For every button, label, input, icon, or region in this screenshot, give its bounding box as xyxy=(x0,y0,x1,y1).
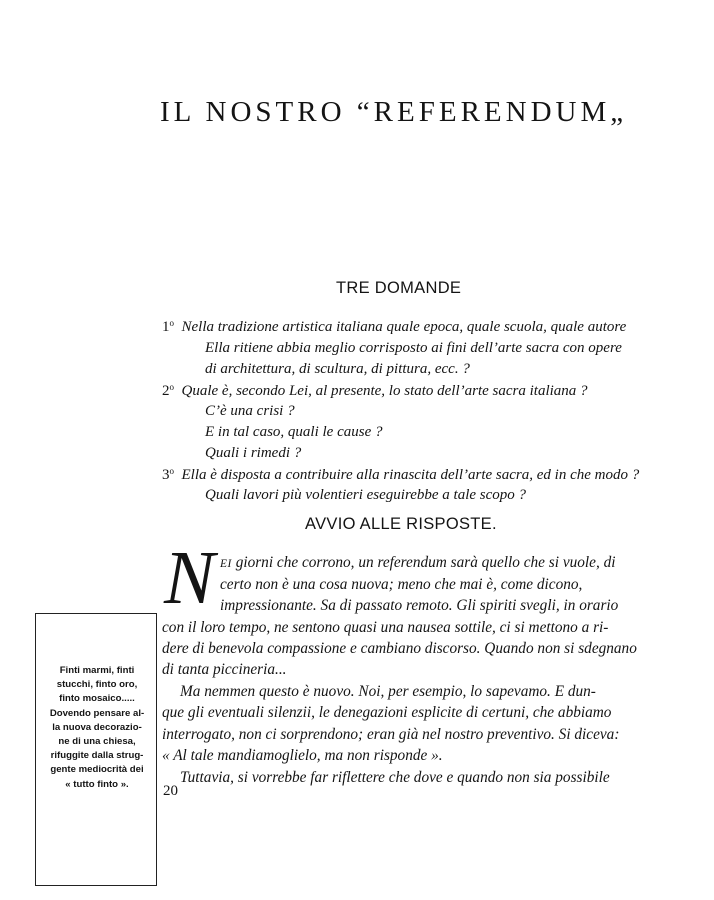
question-1-line-1 xyxy=(162,318,626,336)
question-2-number: 2 xyxy=(162,383,170,399)
sidebar-note-line: stucchi, finto oro, xyxy=(56,679,138,691)
body-line-4: con il loro tempo, ne sentono quasi una nausea sottile, ci si mettono a ri- xyxy=(162,619,609,636)
question-3-number: 3 xyxy=(162,467,170,483)
body-line-10: « Al tale mandiamoglielo, ma non risponde ». xyxy=(162,747,443,764)
sidebar-note-line: Finti marmi, finti xyxy=(59,665,135,676)
body-line-1 xyxy=(220,554,616,572)
question-1-line-3: di architettura, di scultura, di pittura, ecc. ? xyxy=(205,361,470,377)
sidebar-note-line: rifuggite dalla strug- xyxy=(50,750,144,762)
body-line-5: dere di benevola compassione e cambiano discorso. Quando non si sdegnano xyxy=(162,640,637,657)
question-2-degree: o xyxy=(169,382,174,392)
question-1-number: 1 xyxy=(162,319,170,335)
sidebar-note-text xyxy=(41,664,153,792)
body-line-11: Tuttavia, si vorrebbe far riflettere che dove e quando non sia possibile xyxy=(180,769,610,786)
page-number: 20 xyxy=(163,783,178,799)
question-2-line-1 xyxy=(162,382,588,400)
question-2-line-2: C’è una crisi ? xyxy=(205,403,295,419)
body-line-3: impressionante. Sa di passato remoto. Gli spiriti svegli, in orario xyxy=(220,597,619,614)
question-1-text: Nella tradizione artistica italiana quale epoca, quale scuola, quale autore xyxy=(181,319,627,335)
question-1-line-2: Ella ritiene abbia meglio corrisposto ai fini dell’arte sacra con opere xyxy=(205,340,622,356)
body-line-8: que gli eventuali silenzii, le denegazioni esplicite di certuni, che abbiamo xyxy=(162,704,612,721)
sidebar-note-line: gente mediocrità dei xyxy=(50,764,144,776)
question-2-text: Quale è, secondo Lei, al presente, lo stato dell’arte sacra italiana ? xyxy=(181,383,588,399)
body-line-9: interrogato, non ci sorprendono; eran già nel nostro preventivo. Si diceva: xyxy=(162,726,620,743)
question-3-degree: o xyxy=(169,466,174,476)
body-line-2: certo non è una cosa nuova; meno che mai è, come dicono, xyxy=(220,576,583,593)
question-1-degree: o xyxy=(169,318,174,328)
question-3-line-1 xyxy=(162,466,639,484)
drop-cap: N xyxy=(164,536,215,620)
question-3-line-2: Quali lavori più volentieri eseguirebbe a tale scopo ? xyxy=(205,487,527,503)
body-line-7: Ma nemmen questo è nuovo. Noi, per esempio, lo sapevamo. E dun- xyxy=(180,683,596,700)
question-2-line-3: E in tal caso, quali le cause ? xyxy=(205,424,383,440)
question-3-text: Ella è disposta a contribuire alla rinascita dell’arte sacra, ed in che modo ? xyxy=(181,467,640,483)
sidebar-note-line: finto mosaico..... xyxy=(59,693,135,705)
sidebar-note-box xyxy=(35,613,157,886)
answers-heading: AVVIO ALLE RISPOSTE. xyxy=(305,515,497,533)
question-2-line-4: Quali i rimedi ? xyxy=(205,445,302,461)
body-line-1-text: giorni che corrono, un referendum sarà quello che si vuole, di xyxy=(235,554,616,571)
sidebar-note-line: « tutto finto ». xyxy=(65,778,129,790)
sidebar-note-line: Dovendo pensare al- xyxy=(49,707,145,719)
first-word-rest: EI xyxy=(220,558,232,570)
sidebar-note-line: ne di una chiesa, xyxy=(58,736,136,748)
sidebar-note-line: la nuova decorazio- xyxy=(52,721,142,733)
body-line-6: di tanta piccineria... xyxy=(162,661,287,678)
questions-heading: TRE DOMANDE xyxy=(336,279,462,297)
page-title: IL NOSTRO “REFERENDUM„ xyxy=(160,96,628,128)
